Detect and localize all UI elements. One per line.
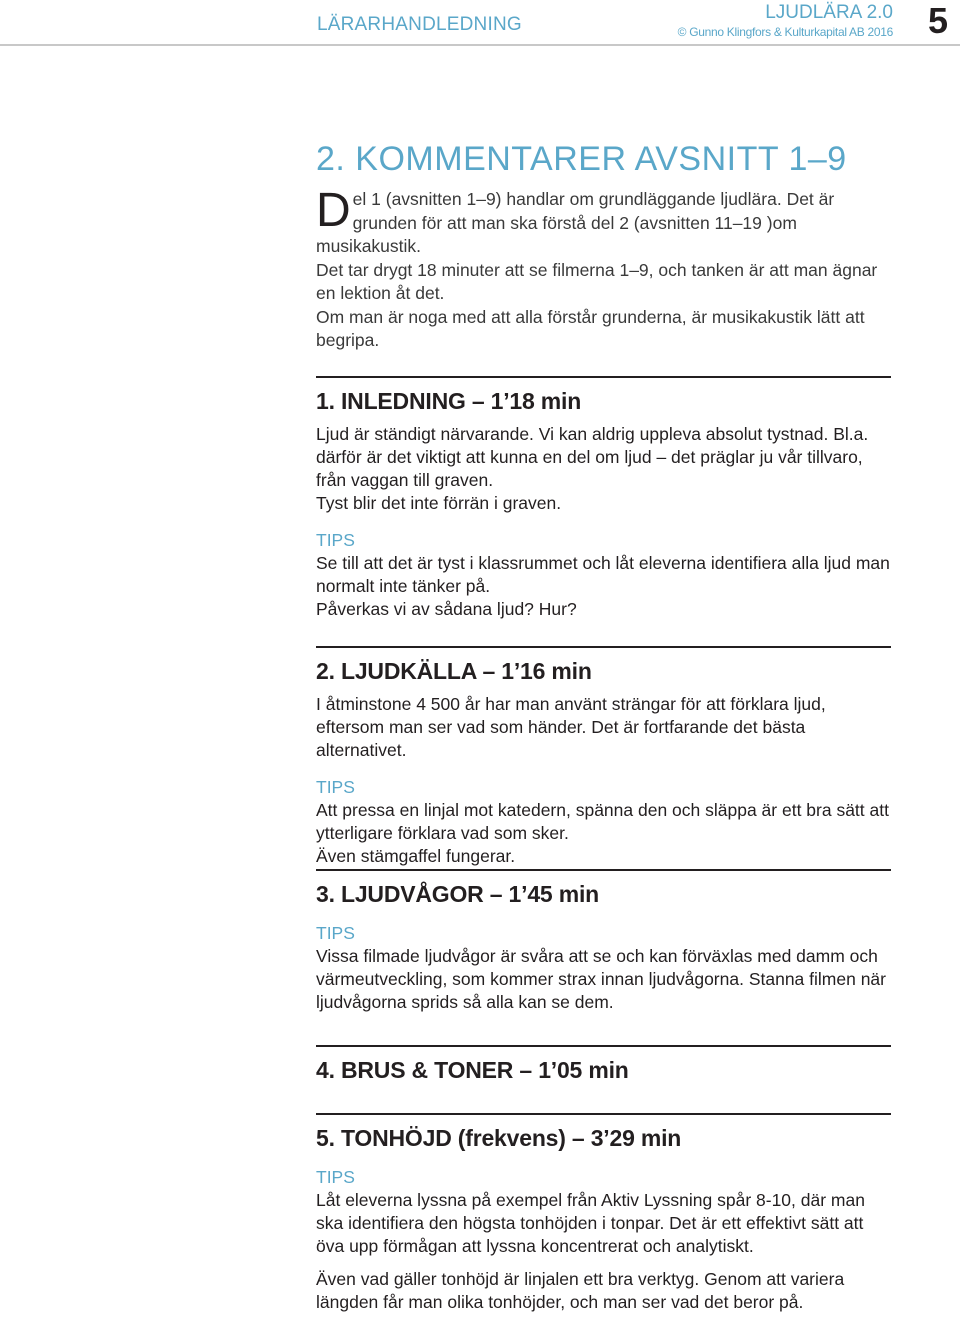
page-number: 5 [927,0,948,41]
tips-label: TIPS [316,530,355,550]
section-title: 3. LJUDVÅGOR – 1’45 min [316,881,599,907]
section-text: Även vad gäller tonhöjd är linjalen ett bra verktyg. Genom att variera längden får man olika tonhöjder, och man ser vad det beror på. [316,1269,845,1312]
section-divider [316,1113,891,1115]
section-divider [316,646,891,648]
tips-text: Även stämgaffel fungerar. [316,846,516,866]
section-divider [316,376,891,378]
intro-line: Det tar drygt 18 minuter att se filmerna 1–9, och tanken är att man ägnar en lektion åt det. [316,259,878,303]
tips-label: TIPS [316,777,355,797]
section-title: 5. TONHÖJD (frekvens) – 3’29 min [316,1125,682,1151]
intro-paragraph [316,184,891,353]
header-label: LÄRARHANDLEDNING [317,14,522,35]
tips-text: Låt eleverna lyssna på exempel från Aktiv Lyssning spår 8-10, där man ska identifiera den högsta tonhöjden i tonpar. Det är ett effektivt sätt att öva upp förmågan att lyssna koncentrerat och analytiskt. [316,1190,865,1256]
tips-label: TIPS [316,923,355,943]
section-text: Ljud är ständigt närvarande. Vi kan aldrig uppleva absolut tystnad. Bl.a. därför är det viktigt att kunna en del om ljud – det präglar ju vår tillvaro, från vaggan till graven. [316,424,869,490]
tips-text: Se till att det är tyst i klassrummet och låt eleverna identifiera alla ljud man normalt inte tänker på. [316,553,890,596]
section-title: 2. LJUDKÄLLA – 1’16 min [316,658,592,684]
section-text: Tyst blir det inte förrän i graven. [316,493,562,513]
section-text: I åtminstone 4 500 år har man använt strängar för att förklara ljud, eftersom man ser vad som händer. Det är fortfarande det bästa alternativet. [316,694,826,760]
tips-text: Påverkas vi av sådana ljud? Hur? [316,599,577,619]
copyright-text: © Gunno Klingfors & Kulturkapital AB 2016 [677,25,893,39]
section-divider [316,869,891,871]
tips-text: Vissa filmade ljudvågor är svåra att se och kan förväxlas med damm och värmeutveckling, som kommer strax innan ljudvågorna. Stanna filmen när ljudvågorna sprids så alla kan se dem. [316,946,886,1012]
series-title: LJUDLÄRA 2.0 [765,2,893,23]
page-title: 2. KOMMENTARER AVSNITT 1–9 [316,140,847,178]
section-divider [316,1045,891,1047]
section-ljudkalla [316,646,891,868]
section-brus-toner [316,1045,891,1092]
section-ljudvagor [316,869,891,1014]
section-inledning [316,376,891,621]
spacer [316,1258,891,1268]
tips-text: Att pressa en linjal mot katedern, spänna den och släppa är ett bra sätt att ytterligare förklara vad som sker. [316,800,889,843]
header-divider [0,44,960,46]
intro-line: el 1 (avsnitten 1–9) handlar om grundläggande ljudlära. Det är grunden för att man ska förstå del 2 (avsnitten 11–19 )om musikakustik. [316,189,835,256]
section-tonhojd [316,1113,891,1314]
intro-line: Om man är noga med att alla förstår grunderna, är musikakustik lätt att begripa. [316,306,865,350]
tips-label: TIPS [316,1167,355,1187]
section-title: 4. BRUS & TONER – 1’05 min [316,1057,629,1083]
dropcap: D [316,184,351,237]
section-title: 1. INLEDNING – 1’18 min [316,388,582,414]
header-info [678,2,893,40]
